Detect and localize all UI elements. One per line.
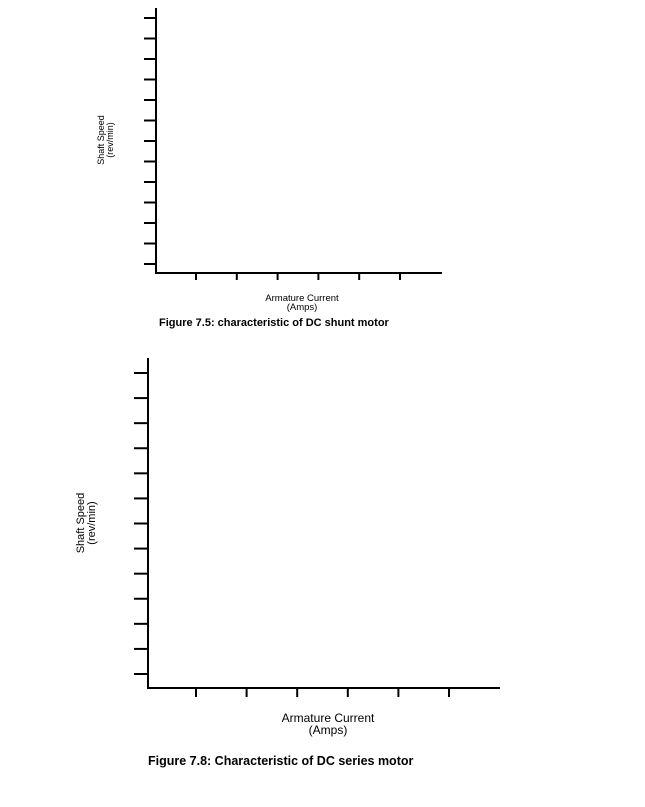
y-axis-label [75, 493, 98, 554]
x-ticks [196, 688, 449, 697]
x-ticks [196, 273, 400, 280]
figure-caption: Figure 7.8: Characteristic of DC series motor [148, 754, 414, 768]
x-axis-label-line2: (Amps) [286, 302, 318, 313]
y-axis-label-line2: (rev/min) [86, 501, 98, 545]
x-axis-label-line2: (Amps) [308, 723, 348, 737]
x-axis-label-line1: Armature Current [265, 293, 339, 304]
y-axis-label [96, 115, 115, 165]
y-ticks [134, 373, 148, 674]
x-axis-label-line1: Armature Current [281, 711, 375, 725]
figure-caption: Figure 7.5: characteristic of DC shunt motor [159, 317, 389, 329]
chart-shunt-motor [96, 8, 442, 329]
y-axis-label-line1: Shaft Speed [75, 492, 87, 554]
chart-series-motor [75, 358, 500, 768]
y-axis-label-line1: Shaft Speed [96, 115, 106, 165]
y-axis-label-line2: (rev/min) [105, 122, 115, 158]
y-ticks [144, 18, 156, 264]
